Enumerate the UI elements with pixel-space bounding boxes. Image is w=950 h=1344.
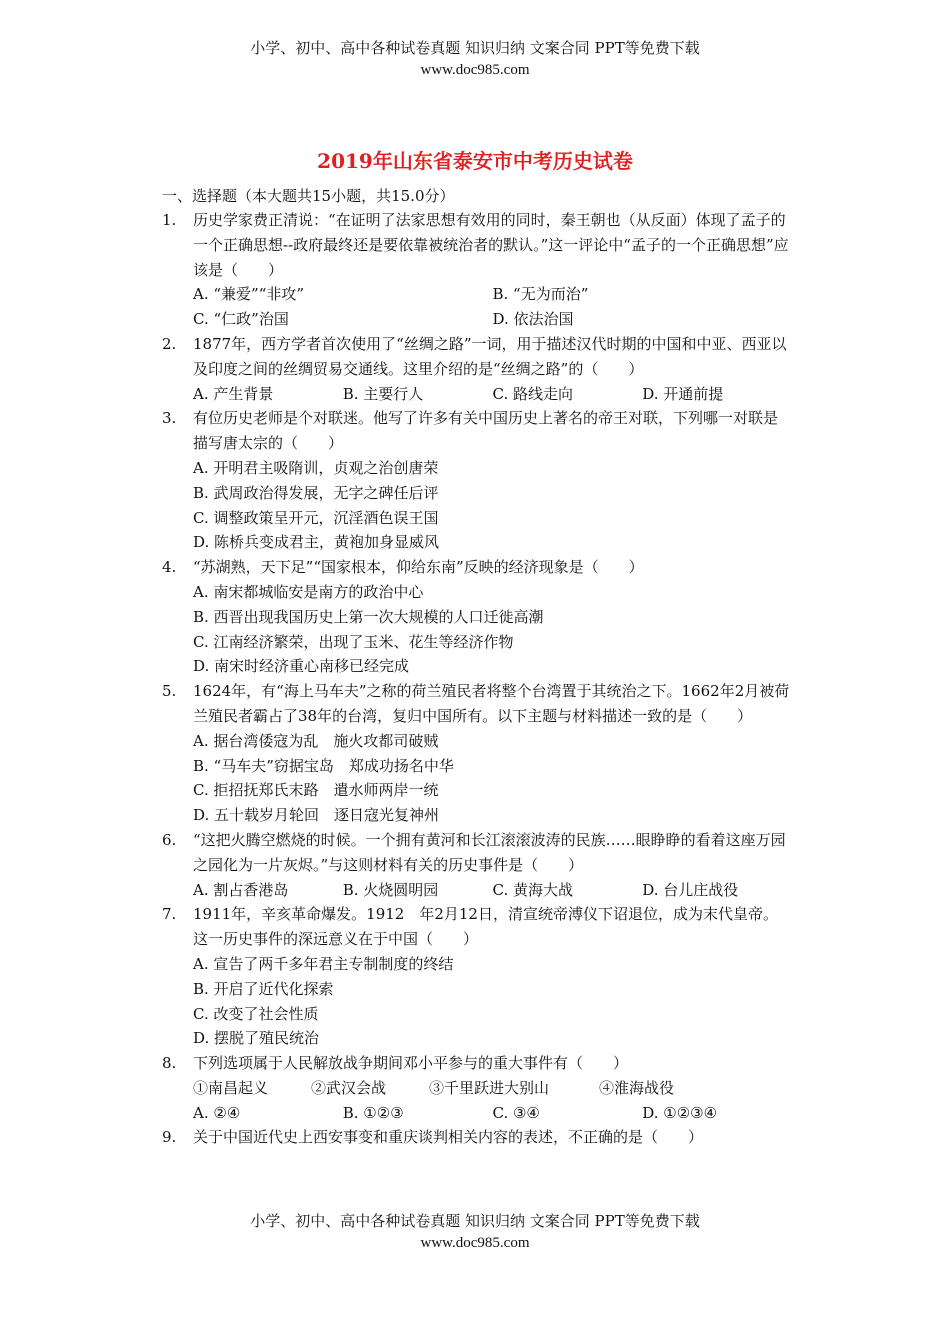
question-number: 1. (162, 211, 177, 229)
option-a: A. 据台湾倭寇为乱 施火攻都司破贼 (193, 731, 439, 750)
option-b: B. 西晋出现我国历史上第一次大规模的人口迁徙高潮 (193, 607, 544, 626)
option-c: C. 调整政策呈开元，沉淫酒色误王国 (193, 508, 439, 527)
question-3 (162, 406, 792, 555)
options (162, 282, 792, 332)
question-stem: 有位历史老师是个对联迷。他写了许多有关中国历史上著名的帝王对联，下列哪一对联是描写唐太宗的（ ） (193, 409, 779, 453)
question-number: 6. (162, 830, 177, 849)
question-number: 4. (162, 558, 177, 577)
option-b: B. “马车夫”窃据宝岛 郑成功扬名中华 (193, 756, 454, 775)
option-b: B. 开启了近代化探索 (193, 979, 334, 998)
footer-banner-text: 小学、初中、高中各种试卷真题 知识归纳 文案合同 PPT等免费下载 (250, 1212, 700, 1230)
option-c: C. ③④ (492, 1103, 540, 1122)
question-list (162, 208, 792, 1150)
option-d: D. 台儿庄战役 (642, 880, 739, 899)
exam-title: 2019年山东省泰安市中考历史试卷 (317, 149, 633, 173)
option-c: C. 江南经济繁荣，出现了玉米、花生等经济作物 (193, 632, 514, 651)
item-3: ③千里跃进大别山 (429, 1078, 550, 1097)
page-footer (0, 1210, 950, 1254)
question-number: 7. (162, 905, 177, 924)
question-stem: “这把火腾空燃烧的时候。一个拥有黄河和长江滚滚波涛的民族……眼睁睁的看着这座万园之园化为一片灰烬。”与这则材料有关的历史事件是（ ） (193, 830, 786, 874)
option-c: C. 拒招抚郑氏末路 遣水师两岸一统 (193, 781, 439, 800)
question-stem: 关于中国近代史上西安事变和重庆谈判相关内容的表述，不正确的是（ ） (193, 1128, 704, 1147)
option-b: B. 主要行人 (342, 384, 424, 403)
option-a: A. 割占香港岛 (193, 880, 289, 899)
question-stem: 1911年，辛亥革命爆发。1912 年2月12日，清宣统帝溥仪下诏退位，成为末代皇帝。这一历史事件的深远意义在于中国（ ） (193, 905, 778, 949)
option-c: C. 改变了社会性质 (193, 1004, 319, 1023)
option-a: A. “兼爱”“非攻” (193, 285, 305, 304)
option-d: D. 南宋时经济重心南移已经完成 (193, 657, 410, 676)
question-9 (162, 1125, 792, 1150)
option-a: A. 南宋都城临安是南方的政治中心 (193, 582, 424, 601)
option-c: C. 黄海大战 (492, 880, 573, 899)
option-d: D. 摆脱了殖民统治 (193, 1029, 320, 1048)
question-number: 2. (162, 334, 177, 353)
option-d: D. ①②③④ (642, 1103, 718, 1122)
question-4 (162, 555, 792, 679)
option-a: A. 开明君主吸隋训，贞观之治创唐荣 (193, 458, 439, 477)
question-stem: 1624年，有“海上马车夫”之称的荷兰殖民者将整个台湾置于其统治之下。1662年2月被荷兰殖民者霸占了38年的台湾，复归中国所有。以下主题与材料描述一致的是（ ） (193, 682, 790, 725)
question-2 (162, 332, 792, 406)
options (162, 456, 792, 555)
footer-url[interactable]: www.doc985.com (420, 1235, 530, 1251)
question-number: 5. (162, 682, 177, 701)
header-banner-text: 小学、初中、高中各种试卷真题 知识归纳 文案合同 PPT等免费下载 (250, 39, 700, 57)
option-d: D. 陈桥兵变成君主，黄袍加身显威风 (193, 533, 440, 552)
question-stem: “苏湖熟，天下足”“国家根本，仰给东南”反映的经济现象是（ ） (193, 558, 644, 577)
question-7 (162, 902, 792, 1051)
option-d: D. 五十载岁月轮回 逐日寇光复神州 (193, 806, 440, 825)
options (162, 580, 792, 679)
question-6 (162, 828, 792, 902)
question-stem: 1877年，西方学者首次使用了“丝绸之路”一词，用于描述汉代时期的中国和中亚、西亚以及印度之间的丝绸贸易交通线。这里介绍的是“丝绸之路”的（ ） (193, 334, 787, 378)
header-url[interactable]: www.doc985.com (420, 62, 530, 78)
option-c: C. “仁政”治国 (193, 310, 289, 329)
question-5 (162, 679, 792, 828)
item-4: ④淮海战役 (599, 1078, 675, 1097)
question-number: 3. (162, 409, 177, 428)
options (162, 729, 792, 828)
options (162, 382, 792, 407)
options (162, 952, 792, 1051)
section-heading: 一、选择题（本大题共15小题，共15.0分） (162, 187, 455, 205)
option-c: C. 路线走向 (492, 384, 573, 403)
option-b: B. “无为而治” (492, 285, 589, 304)
question-1 (162, 208, 792, 332)
question-number: 8. (162, 1054, 177, 1073)
question-stem: 历史学家费正清说：“在证明了法家思想有效用的同时，秦王朝也（从反面）体现了孟子的一个正确思想--政府最终还是要依靠被统治者的默认。”这一评论中“孟子的一个正确思想”应该是（ ） (193, 211, 789, 279)
option-d: D. 依法治国 (492, 310, 574, 329)
option-b: B. 武周政治得发展，无字之碑任后评 (193, 483, 439, 502)
option-b: B. 火烧圆明园 (342, 880, 439, 899)
option-a: A. 宣告了两千多年君主专制制度的终结 (193, 954, 454, 973)
options (162, 1076, 792, 1126)
option-b: B. ①②③ (342, 1103, 404, 1122)
question-8 (162, 1051, 792, 1125)
question-number: 9. (162, 1128, 177, 1147)
options (162, 878, 792, 903)
page-header (0, 37, 950, 81)
item-2: ②武汉会战 (311, 1078, 387, 1097)
item-1: ①南昌起义 (193, 1078, 269, 1097)
question-stem: 下列选项属于人民解放战争期间邓小平参与的重大事件有（ ） (193, 1054, 629, 1073)
numbered-items (193, 1076, 792, 1101)
option-a: A. ②④ (193, 1103, 241, 1122)
option-a: A. 产生背景 (193, 384, 274, 403)
option-d: D. 开通前提 (642, 384, 724, 403)
